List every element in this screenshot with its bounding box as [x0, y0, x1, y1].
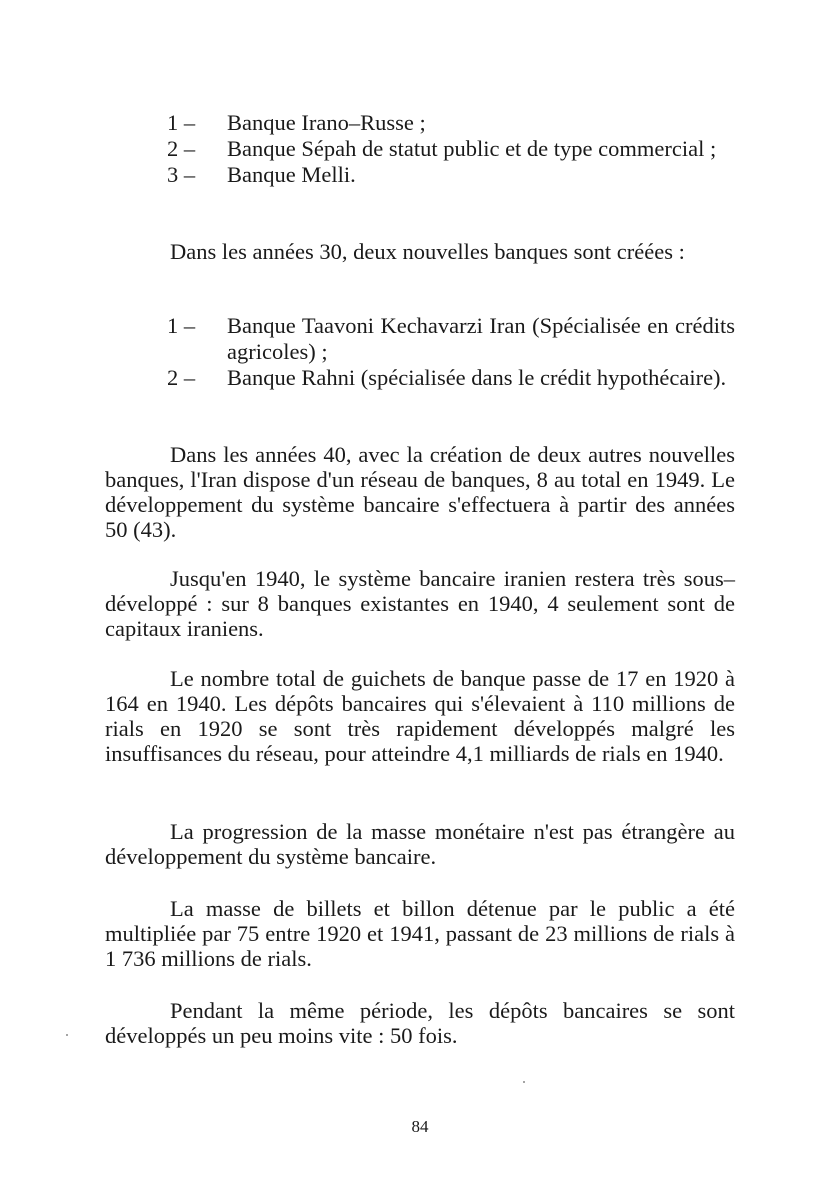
page-number: 84 [411, 1117, 429, 1136]
list-item-text: Banque Sépah de statut public et de type commercial ; [227, 136, 717, 161]
paragraph [105, 819, 735, 869]
list-item [105, 313, 735, 365]
bank-list-2 [105, 313, 735, 391]
list-item-text: Banque Melli. [227, 162, 356, 187]
paragraph [105, 566, 735, 641]
paragraph-text: Le nombre total de guichets de banque passe de 17 en 1920 à 164 en 1940. Les dépôts bancaires qui s'élevaient à 110 millions de rials en 1920 se sont très rapidement développés malgré les insuffisances du réseau, pour atteindre 4,1 milliards de rials en 1940. [105, 666, 735, 766]
list-item-number: 3 – [167, 162, 196, 187]
paragraph [105, 239, 735, 264]
list-item [105, 110, 735, 136]
paragraph [105, 998, 735, 1048]
list-item-number: 1 – [167, 313, 196, 338]
list-item-number: 2 – [167, 365, 196, 390]
paragraph [105, 896, 735, 971]
paragraph-text: Dans les années 40, avec la création de deux autres nouvelles banques, l'Iran dispose d'un réseau de banques, 8 au total en 1949. Le développement du système bancaire s'effectuera à partir des années 50 (43). [105, 442, 735, 542]
scan-speck [523, 1081, 525, 1083]
list-item-number: 1 – [167, 110, 196, 135]
paragraph-text: La masse de billets et billon détenue par le public a été multipliée par 75 entre 1920 et 1941, passant de 23 millions de rials à 1 736 millions de rials. [105, 896, 735, 971]
list-item-number: 2 – [167, 136, 196, 161]
scan-speck [66, 1034, 68, 1036]
paragraph-text: Pendant la même période, les dépôts bancaires se sont développés un peu moins vite : 50 fois. [105, 998, 735, 1048]
list-item [105, 162, 735, 188]
bank-list-1 [105, 110, 735, 188]
paragraph-text: Dans les années 30, deux nouvelles banques sont créées : [170, 239, 685, 264]
list-item [105, 365, 735, 391]
list-item [105, 136, 735, 162]
paragraph [105, 442, 735, 542]
list-item-text: Banque Rahni (spécialisée dans le crédit hypothécaire). [227, 365, 727, 390]
paragraph [105, 666, 735, 766]
paragraph-text: La progression de la masse monétaire n'est pas étrangère au développement du système bancaire. [105, 819, 735, 869]
list-item-text: Banque Taavoni Kechavarzi Iran (Spécialisée en crédits agricoles) ; [227, 313, 735, 364]
paragraph-text: Jusqu'en 1940, le système bancaire iranien restera très sous–développé : sur 8 banques existantes en 1940, 4 seulement sont de capitaux iraniens. [105, 566, 735, 641]
list-item-text: Banque Irano–Russe ; [227, 110, 426, 135]
